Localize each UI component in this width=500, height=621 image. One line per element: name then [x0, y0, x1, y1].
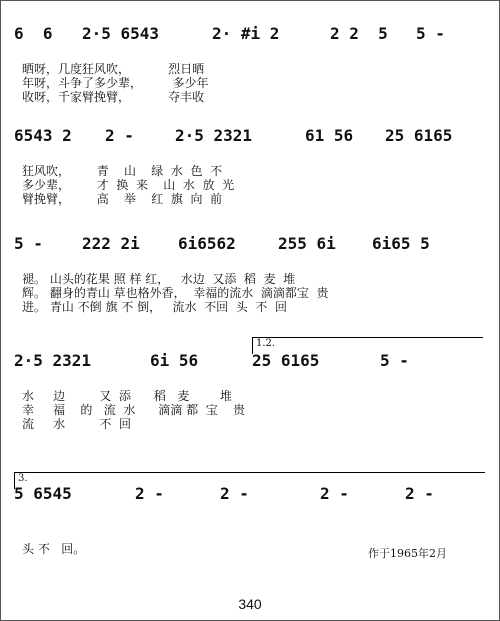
notation-line — [0, 345, 500, 373]
measure: 2 - — [405, 484, 434, 503]
lyric-verse-3: 进。 青山 不倒 旗 不 倒， 流水 不回 头 不 回 — [22, 300, 288, 314]
measure: 2· #i 2 — [212, 24, 280, 43]
composition-date: 作于1965年2月 — [368, 547, 447, 560]
measure: 2·5 6543 — [82, 24, 160, 43]
notation-line — [0, 18, 500, 46]
lyric-verse-2: 幸 福 的 流 水 滴滴 都 宝 贵 — [22, 403, 245, 417]
measure: 2 - — [220, 484, 249, 503]
measure: 25 6165 — [385, 126, 453, 145]
page-number: 340 — [238, 596, 262, 612]
measure: 2 - — [105, 126, 134, 145]
measure: 61 56 — [305, 126, 354, 145]
volta-bracket-1-2: 1.2. — [252, 337, 483, 354]
measure: 2 - — [320, 484, 349, 503]
volta-bracket-3: 3. — [14, 472, 485, 489]
lyric-verse-2: 辉。 翻身的青山 草也格外香， 幸福的流水 滴滴都宝 贵 — [22, 286, 329, 300]
lyric-verse-3: 流 水 不 回 — [22, 417, 132, 431]
lyric-verse-2: 多少辈， 才 换 来 山 水 放 光 — [22, 178, 235, 192]
measure: 6i 56 — [150, 351, 199, 370]
lyric-verse-1: 狂风吹， 青 山 绿 水 色 不 — [22, 164, 223, 178]
notation-line — [0, 228, 500, 256]
measure: 222 2i — [82, 234, 140, 253]
measure: 2·5 2321 — [14, 351, 92, 370]
measure: 5 - — [380, 351, 409, 370]
measure: 2 2 5 — [330, 24, 388, 43]
measure: 2 - — [135, 484, 164, 503]
measure: 5 - — [14, 234, 43, 253]
measure: 5 6545 — [14, 484, 72, 503]
measure: 6543 2 — [14, 126, 72, 145]
measure: 6 6 — [14, 24, 53, 43]
measure: 5 - — [416, 24, 445, 43]
lyric-verse-1: 水 边 又 添 稻 麦 堆 — [22, 389, 232, 403]
lyric-verse-1: 褪。 山头的花果 照 样 红， 水边 又添 稻 麦 堆 — [22, 272, 296, 286]
lyric-verse-1: 晒呀，几度狂风吹， 烈日晒 — [22, 62, 205, 76]
lyric-verse-2: 年呀，斗争了多少辈， 多少年 — [22, 76, 209, 90]
measure: 255 6i — [278, 234, 336, 253]
lyric-verse-3: 收呀，千家臂挽臂， 夺丰收 — [22, 90, 205, 104]
notation-line — [0, 478, 500, 506]
lyric-verse-3: 臂挽臂， 高 举 红 旗 向 前 — [22, 192, 223, 206]
lyric-verse-1: 头 不 回。 — [22, 542, 86, 556]
measure: 2·5 2321 — [175, 126, 253, 145]
measure: 6i65 5 — [372, 234, 430, 253]
notation-line — [0, 120, 500, 148]
measure: 6i6562 — [178, 234, 236, 253]
measure: 25 6165 — [252, 351, 320, 370]
